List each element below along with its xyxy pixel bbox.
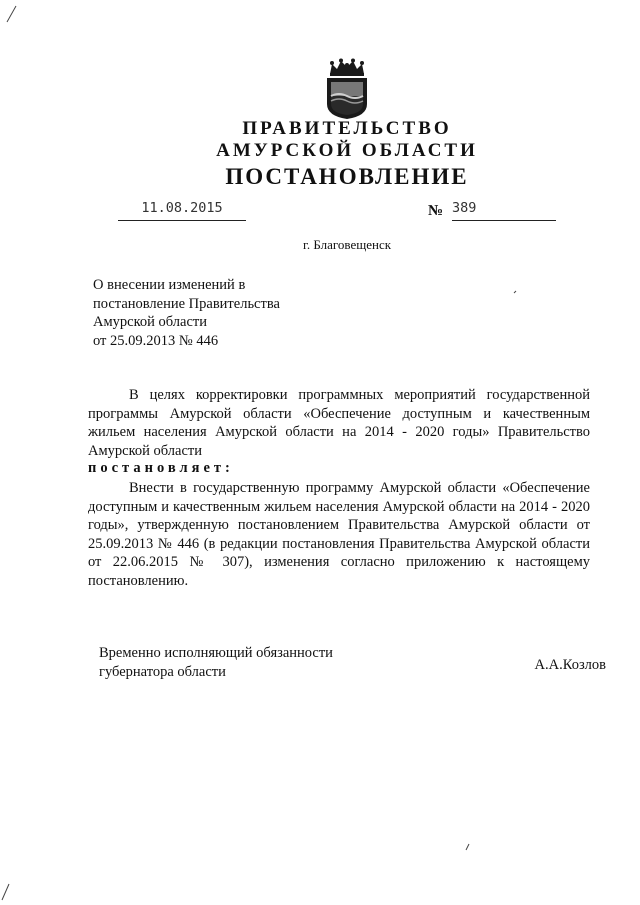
date-underline [118,220,246,221]
amur-region-coat-of-arms-icon [322,58,372,120]
resolves-heading: постановляет: [88,460,234,476]
signatory-title-line: Временно исполняющий обязанности [99,645,333,661]
preamble-paragraph: В целях корректировки программных мероприятий государственной программы Амурской области «Обеспечение доступным и качественным жильем населения Амурской области на 2014 - 2020 годы» Правительство Амурской области [88,387,590,459]
corner-mark-bottom [2,884,9,900]
city-name: г. Благовещенск [302,237,392,252]
signatory-name: А.А.Козлов [534,657,606,673]
signatory-title-line: губернатора области [99,663,226,680]
subject-line: Амурской области [93,314,207,330]
speck-mark-2 [514,291,516,293]
subject-line: постановление Правительства [93,295,280,312]
document-date: 11.08.2015 [141,200,223,216]
corner-mark-top [7,6,16,22]
organization-name-line1: ПРАВИТЕЛЬСТВО [242,118,452,139]
document-number: 389 [452,200,477,216]
number-underline [452,220,556,221]
decision-paragraph: Внести в государственную программу Амурской области «Обеспечение доступным и качественным жильем населения Амурской области на 2014 - 2020 годы», утвержденную постановлением Правительства Амурской области от 25.09.2013 № 446 (в редакции постановления Правительства Амурской области от 22.06.2015 № 307), изменения согласно приложению к настоящему постановлению. [88,480,590,589]
subject-line: О внесении изменений в [93,277,246,293]
organization-name-line2: АМУРСКОЙ ОБЛАСТИ [216,140,478,161]
document-type-title: ПОСТАНОВЛЕНИЕ [225,164,469,189]
subject-line: от 25.09.2013 № 446 [93,332,219,349]
number-sign: № [428,203,444,219]
speck-mark [466,844,469,850]
signatory-title [99,644,379,681]
document-subject [93,276,353,350]
